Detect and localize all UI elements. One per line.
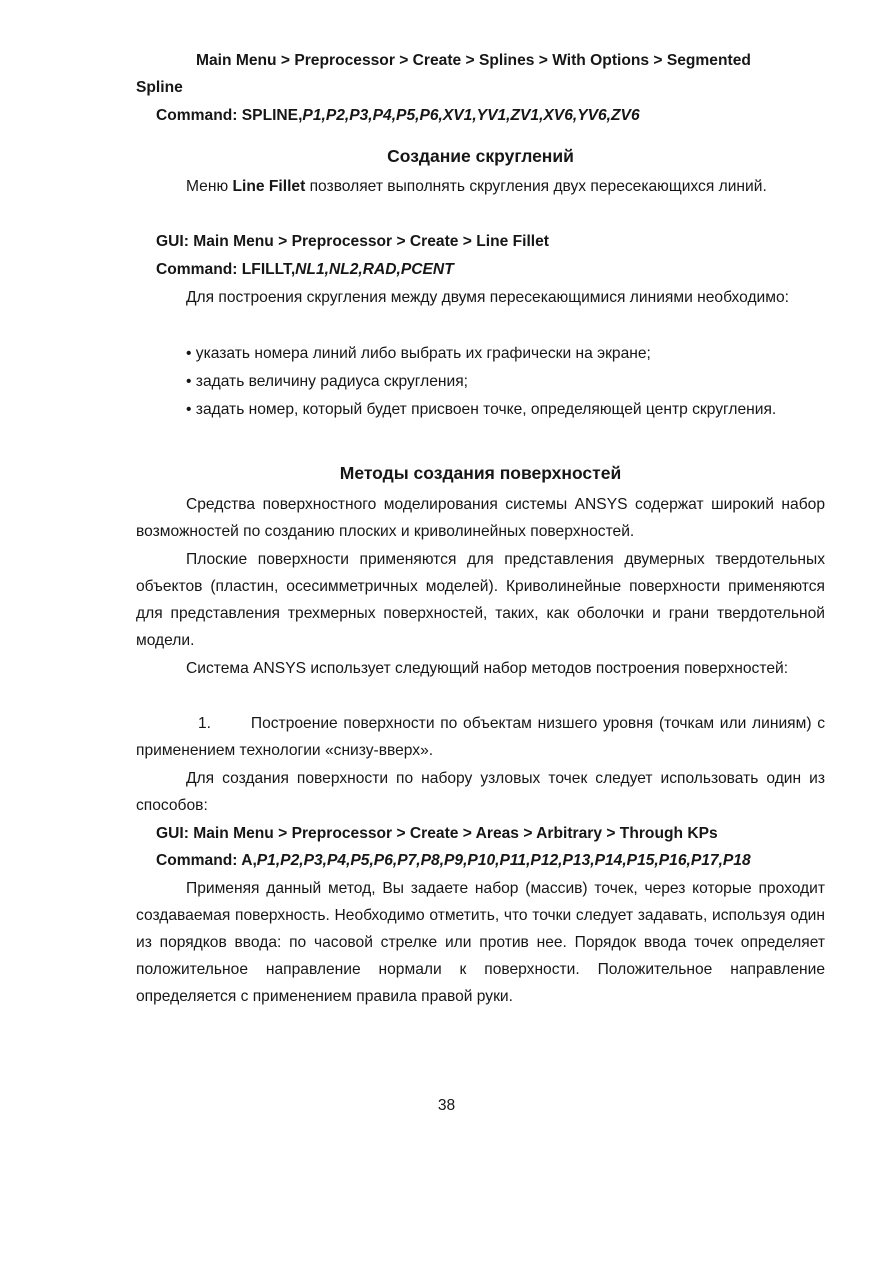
line-fillet-term: Line Fillet — [232, 178, 306, 195]
page-number: 38 — [437, 1097, 456, 1114]
surfaces-paragraph-4: Для создания поверхности по набору узловых точек следует использовать один из способов: — [136, 770, 825, 814]
command-name: LFILLT, — [241, 261, 296, 278]
method-item-1 — [136, 710, 825, 764]
bullet-item: • задать номер, который будет присвоен точке, определяющей центр скругления. — [186, 401, 777, 418]
menu-path-line: Main Menu > Preprocessor > Create > Splines > With Options > Segmented — [196, 52, 751, 69]
surfaces-paragraph-3: Система ANSYS использует следующий набор методов построения поверхностей: — [186, 660, 789, 677]
bullet-item: • задать величину радиуса скругления; — [186, 373, 469, 390]
spline-command — [156, 102, 826, 129]
intro-text-post: позволяет выполнять скругления двух пересекающихся линий. — [305, 178, 767, 195]
fillet-intro-paragraph — [136, 173, 825, 200]
surfaces-paragraph-5: Применяя данный метод, Вы задаете набор (массив) точек, через которые проходит создаваемая поверхность. Необходимо отметить, что точки следует задавать, используя один из порядков ввода: по часовой стрелке или против нее. Порядок ввода точек определяет положительное направление нормали к поверхности. Положительное направление определяется с применением правила правой руки. — [136, 880, 825, 1005]
fillet-command — [156, 256, 826, 283]
command-args: NL1,NL2,RAD,PCENT — [295, 261, 454, 278]
command-label: Command: — [156, 107, 242, 124]
areas-command — [156, 847, 826, 874]
command-label: Command: — [156, 261, 242, 278]
section-title-surfaces: Методы создания поверхностей — [339, 463, 622, 483]
fillet-steps-intro: Для построения скругления между двумя пересекающимися линиями необходимо: — [186, 289, 789, 306]
section-title-fillet: Создание скруглений — [387, 146, 574, 166]
surfaces-paragraph-1: Средства поверхностного моделирования системы ANSYS содержат широкий набор возможностей по созданию плоских и криволинейных поверхностей. — [136, 496, 825, 540]
item-number: 1. — [198, 715, 212, 732]
command-label: Command: — [156, 852, 242, 869]
command-args: P1,P2,P3,P4,P5,P6,XV1,YV1,ZV1,XV6,YV6,ZV6 — [302, 107, 640, 124]
fillet-gui-path: GUI: Main Menu > Preprocessor > Create > Line Fillet — [156, 233, 549, 250]
command-name: SPLINE, — [241, 107, 303, 124]
item-text: Построение поверхности по объектам низшего уровня (точкам или линиям) с применением технологии «снизу-вверх». — [136, 715, 826, 759]
areas-gui-path: GUI: Main Menu > Preprocessor > Create > Areas > Arbitrary > Through KPs — [156, 825, 718, 842]
command-name: A, — [241, 852, 257, 869]
bullet-item: • указать номера линий либо выбрать их графически на экране; — [186, 345, 651, 362]
intro-text-pre: Меню — [186, 178, 233, 195]
command-args: P1,P2,P3,P4,P5,P6,P7,P8,P9,P10,P11,P12,P13,P14,P15,P16,P17,P18 — [256, 852, 751, 869]
surfaces-paragraph-2: Плоские поверхности применяются для представления двумерных твердотельных объектов (пластин, осесимметричных моделей). Криволинейные поверхности применяются для представления трехмерных поверхностей, таких, как оболочки и грани твердотельной модели. — [136, 551, 825, 649]
menu-path-continuation: Spline — [136, 79, 183, 96]
